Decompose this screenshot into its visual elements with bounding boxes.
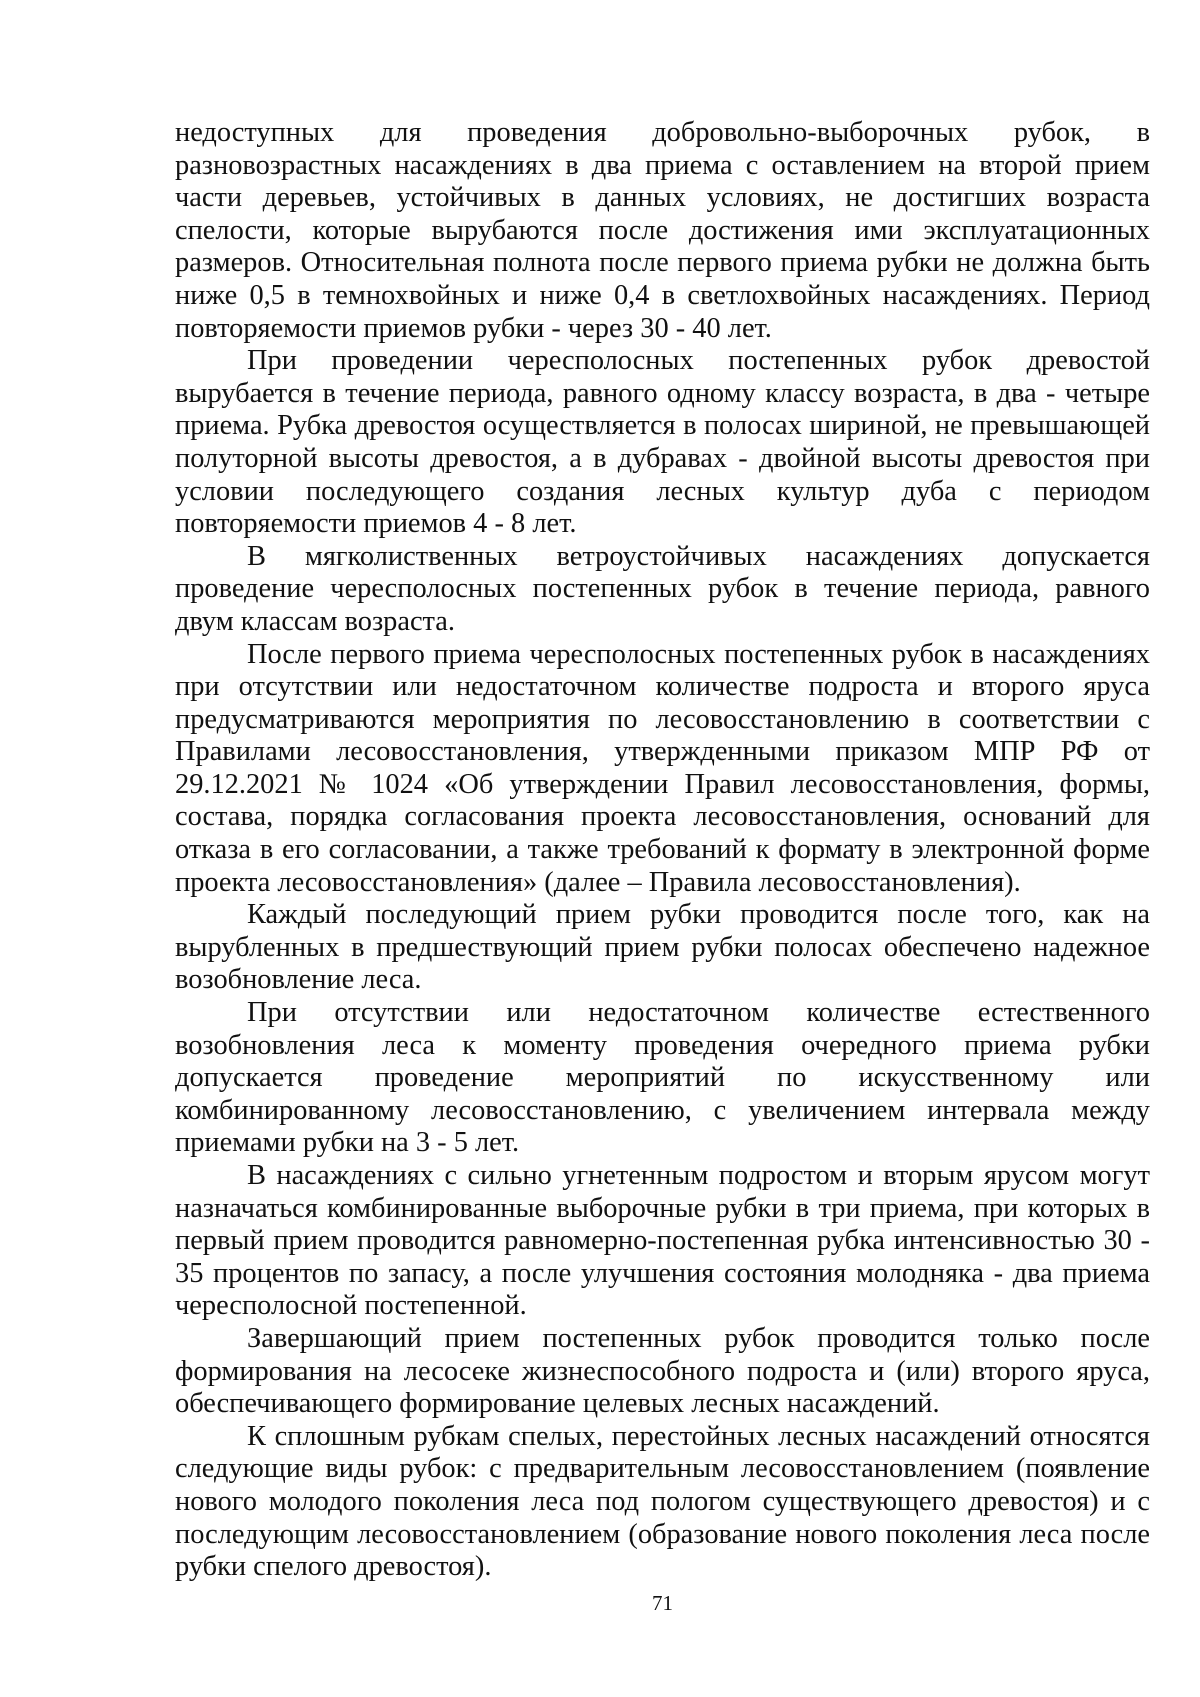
page-number: 71 — [652, 1591, 673, 1615]
paragraph-3: В мягколиственных ветроустойчивых насаждениях допускается проведение чересполосных постепенных рубок в течение периода, равного двум классам возраста. — [175, 540, 1150, 637]
paragraph-6: При отсутствии или недостаточном количестве естественного возобновления леса к моменту проведения очередного приема рубки допускается проведение мероприятий по искусственному или комбинированному лесовосстановлению, с увеличением интервала между приемами рубки на 3 - 5 лет. — [175, 997, 1150, 1159]
paragraph-1: недоступных для проведения добровольно-выборочных рубок, в разновозрастных насаждениях в два приема с оставлением на второй прием части деревьев, устойчивых в данных условиях, не достигших возраста спелости, которые вырубаются после достижения ими эксплуатационных размеров. Относительная полнота после первого приема рубки не должна быть ниже 0,5 в темнохвойных и ниже 0,4 в светлохвойных насаждениях. Период повторяемости приемов рубки - через 30 - 40 лет. — [175, 117, 1150, 344]
paragraph-7: В насаждениях с сильно угнетенным подростом и вторым ярусом могут назначаться комбинированные выборочные рубки в три приема, при которых в первый прием проводится равномерно-постепенная рубка интенсивностью 30 - 35 процентов по запасу, а после улучшения состояния молодняка - два приема чересполосной постепенной. — [175, 1160, 1150, 1322]
paragraph-9: К сплошным рубкам спелых, перестойных лесных насаждений относятся следующие виды рубок: с предварительным лесовосстановлением (появление нового молодого поколения леса под пологом существующего древостоя) и с последующим лесовосстановлением (образование нового поколения леса после рубки спелого древостоя). — [175, 1420, 1150, 1583]
document-body — [175, 117, 1150, 1584]
paragraph-8: Завершающий прием постепенных рубок проводится только после формирования на лесосеке жизнеспособного подроста и (или) второго яруса, обеспечивающего формирование целевых лесных насаждений. — [175, 1322, 1150, 1420]
paragraph-2: При проведении чересполосных постепенных рубок древостой вырубается в течение периода, равного одному классу возраста, в два - четыре приема. Рубка древостоя осуществляется в полосах шириной, не превышающей полуторной высоты древостоя, а в дубравах - двойной высоты древостоя при условии последующего создания лесных культур дуба с периодом повторяемости приемов 4 - 8 лет. — [175, 345, 1150, 540]
paragraph-5: Каждый последующий прием рубки проводится после того, как на вырубленных в предшествующий прием рубки полосах обеспечено надежное возобновление леса. — [175, 899, 1150, 996]
paragraph-4: После первого приема чересполосных постепенных рубок в насаждениях при отсутствии или недостаточном количестве подроста и второго яруса предусматриваются мероприятия по лесовосстановлению в соответствии с Правилами лесовосстановления, утвержденными приказом МПР РФ от 29.12.2021 № 1024 «Об утверждении Правил лесовосстановления, формы, состава, порядка согласования проекта лесовосстановления, оснований для отказа в его согласовании, а также требований к формату в электронной форме проекта лесовосстановления» (далее – Правила лесовосстановления). — [175, 638, 1150, 898]
